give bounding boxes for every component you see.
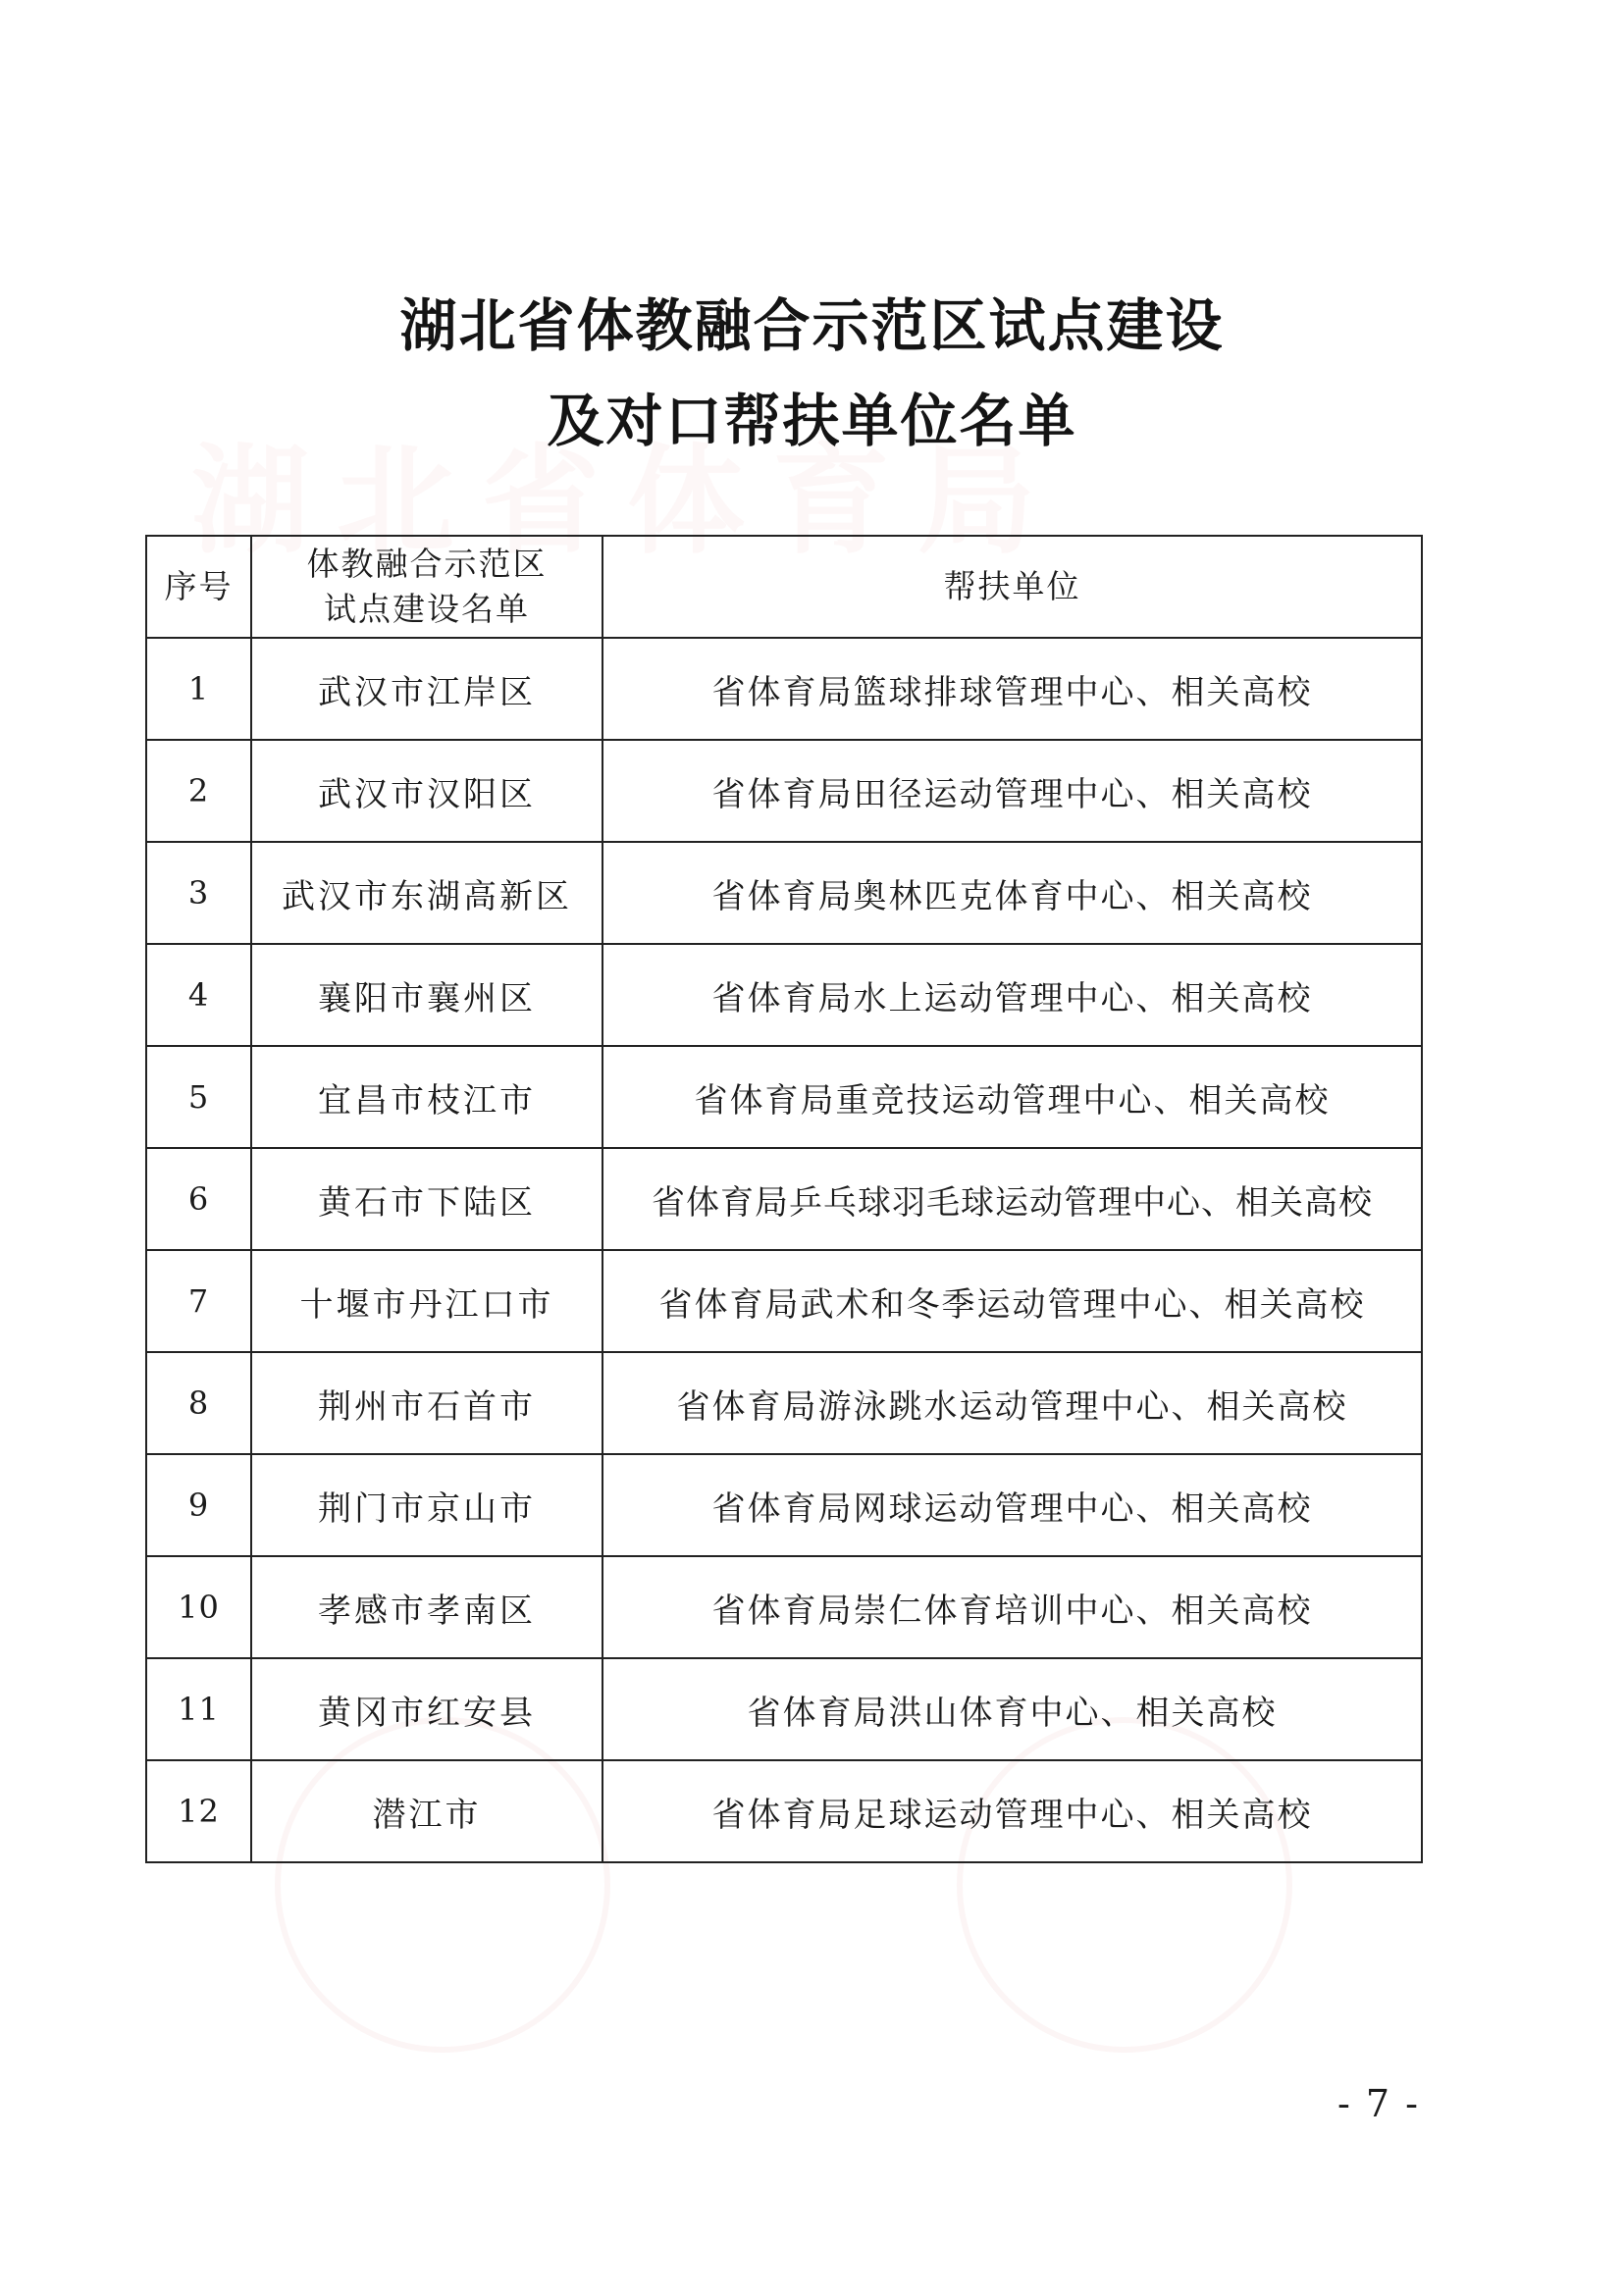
table-row: [146, 1148, 1422, 1250]
row-zone: 宜昌市枝江市: [251, 1046, 602, 1148]
header-zone-line2: 试点建设名单: [324, 590, 530, 628]
row-seq: 6: [146, 1148, 251, 1250]
row-zone: 荆州市石首市: [251, 1352, 602, 1454]
header-zone: [251, 536, 602, 638]
row-seq: 9: [146, 1454, 251, 1556]
row-zone: 孝感市孝南区: [251, 1556, 602, 1658]
row-unit: 省体育局洪山体育中心、相关高校: [602, 1658, 1422, 1760]
row-unit: 省体育局足球运动管理中心、相关高校: [602, 1760, 1422, 1862]
table-row: [146, 1658, 1422, 1760]
table-row: [146, 944, 1422, 1046]
row-zone: 襄阳市襄州区: [251, 944, 602, 1046]
row-unit: 省体育局网球运动管理中心、相关高校: [602, 1454, 1422, 1556]
row-zone: 黄石市下陆区: [251, 1148, 602, 1250]
document-title-line1: 湖北省体教融合示范区试点建设: [399, 292, 1225, 359]
row-seq: 3: [146, 842, 251, 944]
table-row: [146, 740, 1422, 842]
table-row: [146, 638, 1422, 740]
table-row: [146, 1556, 1422, 1658]
row-unit: 省体育局水上运动管理中心、相关高校: [602, 944, 1422, 1046]
header-seq: 序号: [146, 536, 251, 638]
row-zone: 荆门市京山市: [251, 1454, 602, 1556]
row-unit: 省体育局篮球排球管理中心、相关高校: [602, 638, 1422, 740]
row-unit: 省体育局奥林匹克体育中心、相关高校: [602, 842, 1422, 944]
row-zone: 潜江市: [251, 1760, 602, 1862]
row-seq: 12: [146, 1760, 251, 1862]
row-unit: 省体育局崇仁体育培训中心、相关高校: [602, 1556, 1422, 1658]
row-unit: 省体育局重竞技运动管理中心、相关高校: [602, 1046, 1422, 1148]
page-number: - 7 -: [1336, 2082, 1420, 2125]
table-row: [146, 842, 1422, 944]
row-unit: 省体育局田径运动管理中心、相关高校: [602, 740, 1422, 842]
row-seq: 7: [146, 1250, 251, 1352]
row-zone: 武汉市江岸区: [251, 638, 602, 740]
header-zone-line1: 体教融合示范区: [306, 545, 548, 583]
row-zone: 武汉市汉阳区: [251, 740, 602, 842]
row-unit: 省体育局武术和冬季运动管理中心、相关高校: [602, 1250, 1422, 1352]
table-row: [146, 1454, 1422, 1556]
row-seq: 2: [146, 740, 251, 842]
pilot-zone-table: [145, 535, 1423, 1863]
row-seq: 4: [146, 944, 251, 1046]
row-seq: 8: [146, 1352, 251, 1454]
row-zone: 黄冈市红安县: [251, 1658, 602, 1760]
table-row: [146, 1760, 1422, 1862]
row-seq: 11: [146, 1658, 251, 1760]
table-header-row: [146, 536, 1422, 638]
row-seq: 1: [146, 638, 251, 740]
table-row: [146, 1046, 1422, 1148]
table-row: [146, 1250, 1422, 1352]
row-seq: 10: [146, 1556, 251, 1658]
header-unit: 帮扶单位: [602, 536, 1422, 638]
table-row: [146, 1352, 1422, 1454]
row-zone: 武汉市东湖高新区: [251, 842, 602, 944]
row-unit: 省体育局游泳跳水运动管理中心、相关高校: [602, 1352, 1422, 1454]
row-seq: 5: [146, 1046, 251, 1148]
row-unit: 省体育局乒乓球羽毛球运动管理中心、相关高校: [602, 1148, 1422, 1250]
document-title-line2: 及对口帮扶单位名单: [547, 388, 1077, 454]
row-zone: 十堰市丹江口市: [251, 1250, 602, 1352]
